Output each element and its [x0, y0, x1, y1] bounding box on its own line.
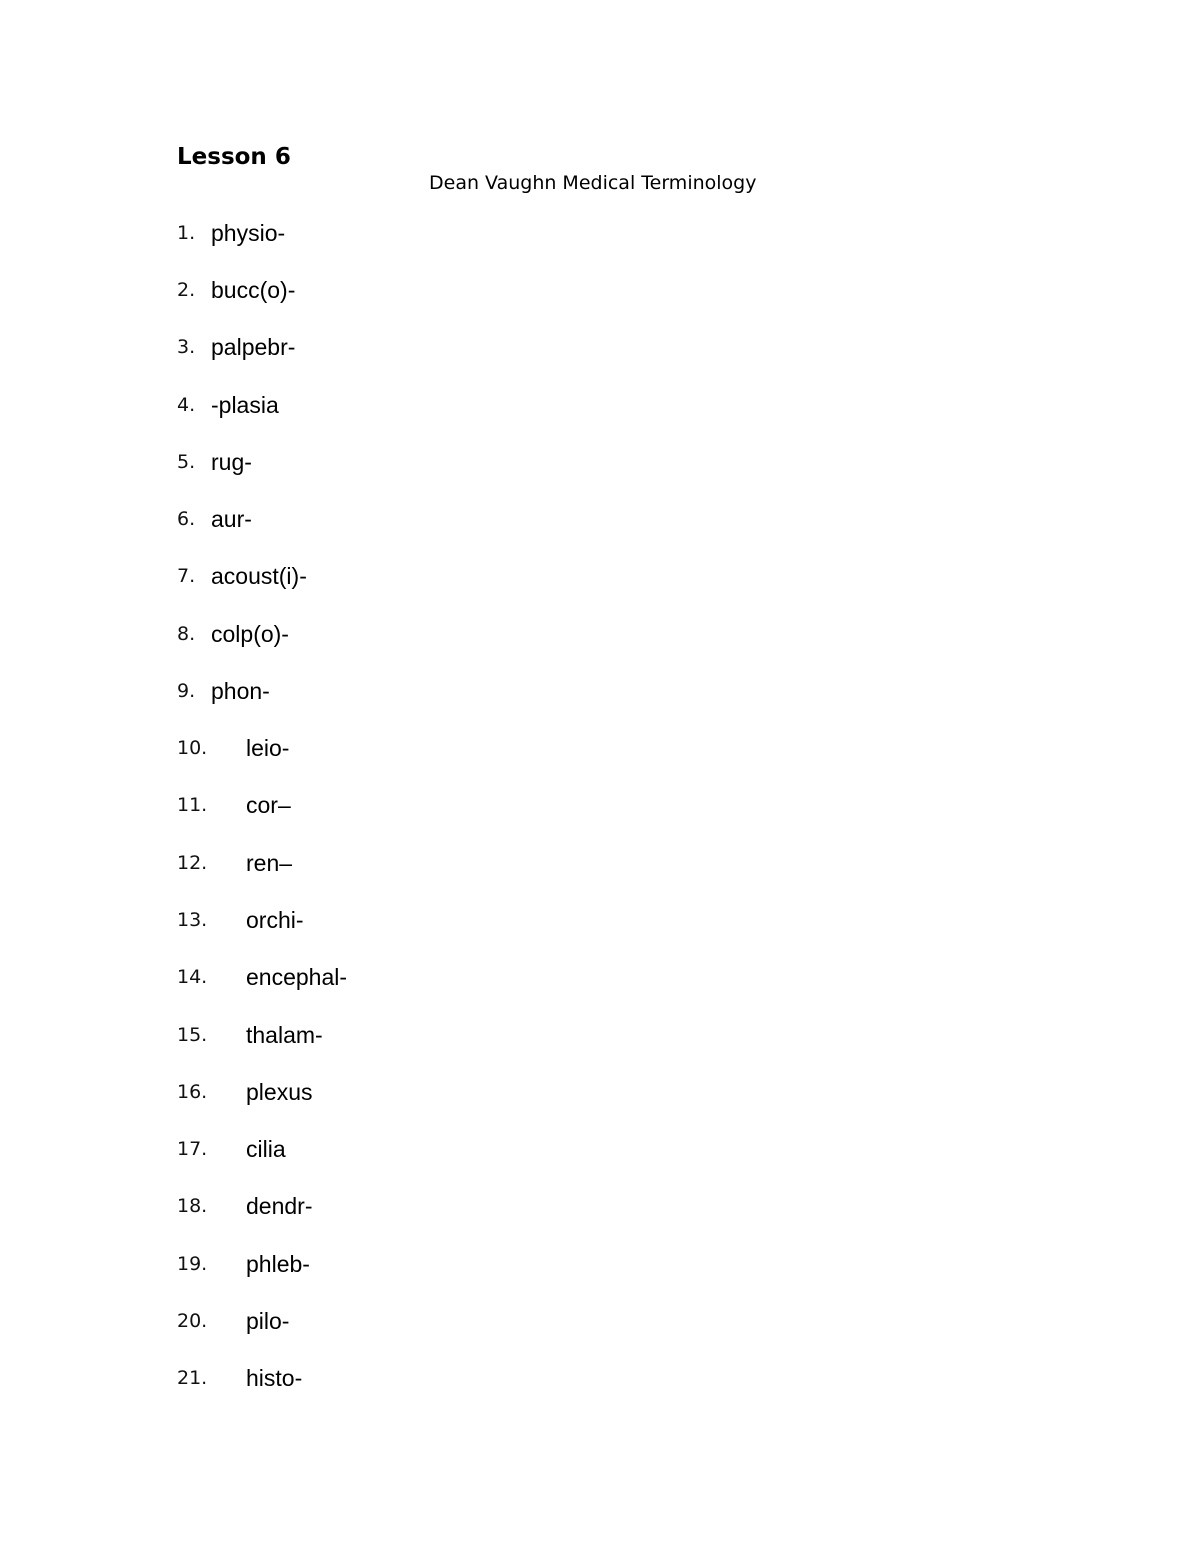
- item-number: 15.: [177, 1024, 208, 1046]
- item-term: palpebr-: [211, 334, 296, 360]
- item-number: 9.: [177, 680, 196, 702]
- item-number: 17.: [177, 1138, 208, 1160]
- item-number: 14.: [177, 966, 208, 988]
- item-term: ren–: [246, 850, 293, 876]
- item-number: 6.: [177, 508, 196, 530]
- item-term: plexus: [246, 1079, 313, 1105]
- item-number: 10.: [177, 737, 208, 759]
- item-number: 12.: [177, 852, 208, 874]
- item-term: rug-: [211, 449, 252, 475]
- item-number: 2.: [177, 279, 196, 301]
- item-term: dendr-: [246, 1193, 313, 1219]
- item-term: -plasia: [211, 392, 279, 418]
- item-term: leio-: [246, 735, 290, 761]
- item-term: cor–: [246, 792, 291, 818]
- item-number: 1.: [177, 222, 196, 244]
- item-term: bucc(o)-: [211, 277, 296, 303]
- page-title: Lesson 6: [177, 144, 291, 170]
- item-term: histo-: [246, 1365, 303, 1391]
- item-number: 18.: [177, 1195, 208, 1217]
- item-term: phon-: [211, 678, 270, 704]
- item-term: orchi-: [246, 907, 304, 933]
- item-term: phleb-: [246, 1251, 310, 1277]
- item-term: thalam-: [246, 1022, 323, 1048]
- item-number: 5.: [177, 451, 196, 473]
- item-number: 16.: [177, 1081, 208, 1103]
- item-term: encephal-: [246, 964, 348, 990]
- item-number: 13.: [177, 909, 208, 931]
- item-term: acoust(i)-: [211, 563, 307, 589]
- item-number: 20.: [177, 1310, 208, 1332]
- item-term: physio-: [211, 220, 286, 246]
- item-term: pilo-: [246, 1308, 290, 1334]
- item-number: 8.: [177, 623, 196, 645]
- item-term: cilia: [246, 1136, 286, 1162]
- item-number: 4.: [177, 394, 196, 416]
- item-number: 21.: [177, 1367, 208, 1389]
- item-number: 11.: [177, 794, 208, 816]
- item-number: 3.: [177, 336, 196, 358]
- item-term: colp(o)-: [211, 621, 289, 647]
- page-subtitle: Dean Vaughn Medical Terminology: [429, 172, 757, 194]
- item-term: aur-: [211, 506, 252, 532]
- item-number: 7.: [177, 565, 196, 587]
- item-number: 19.: [177, 1253, 208, 1275]
